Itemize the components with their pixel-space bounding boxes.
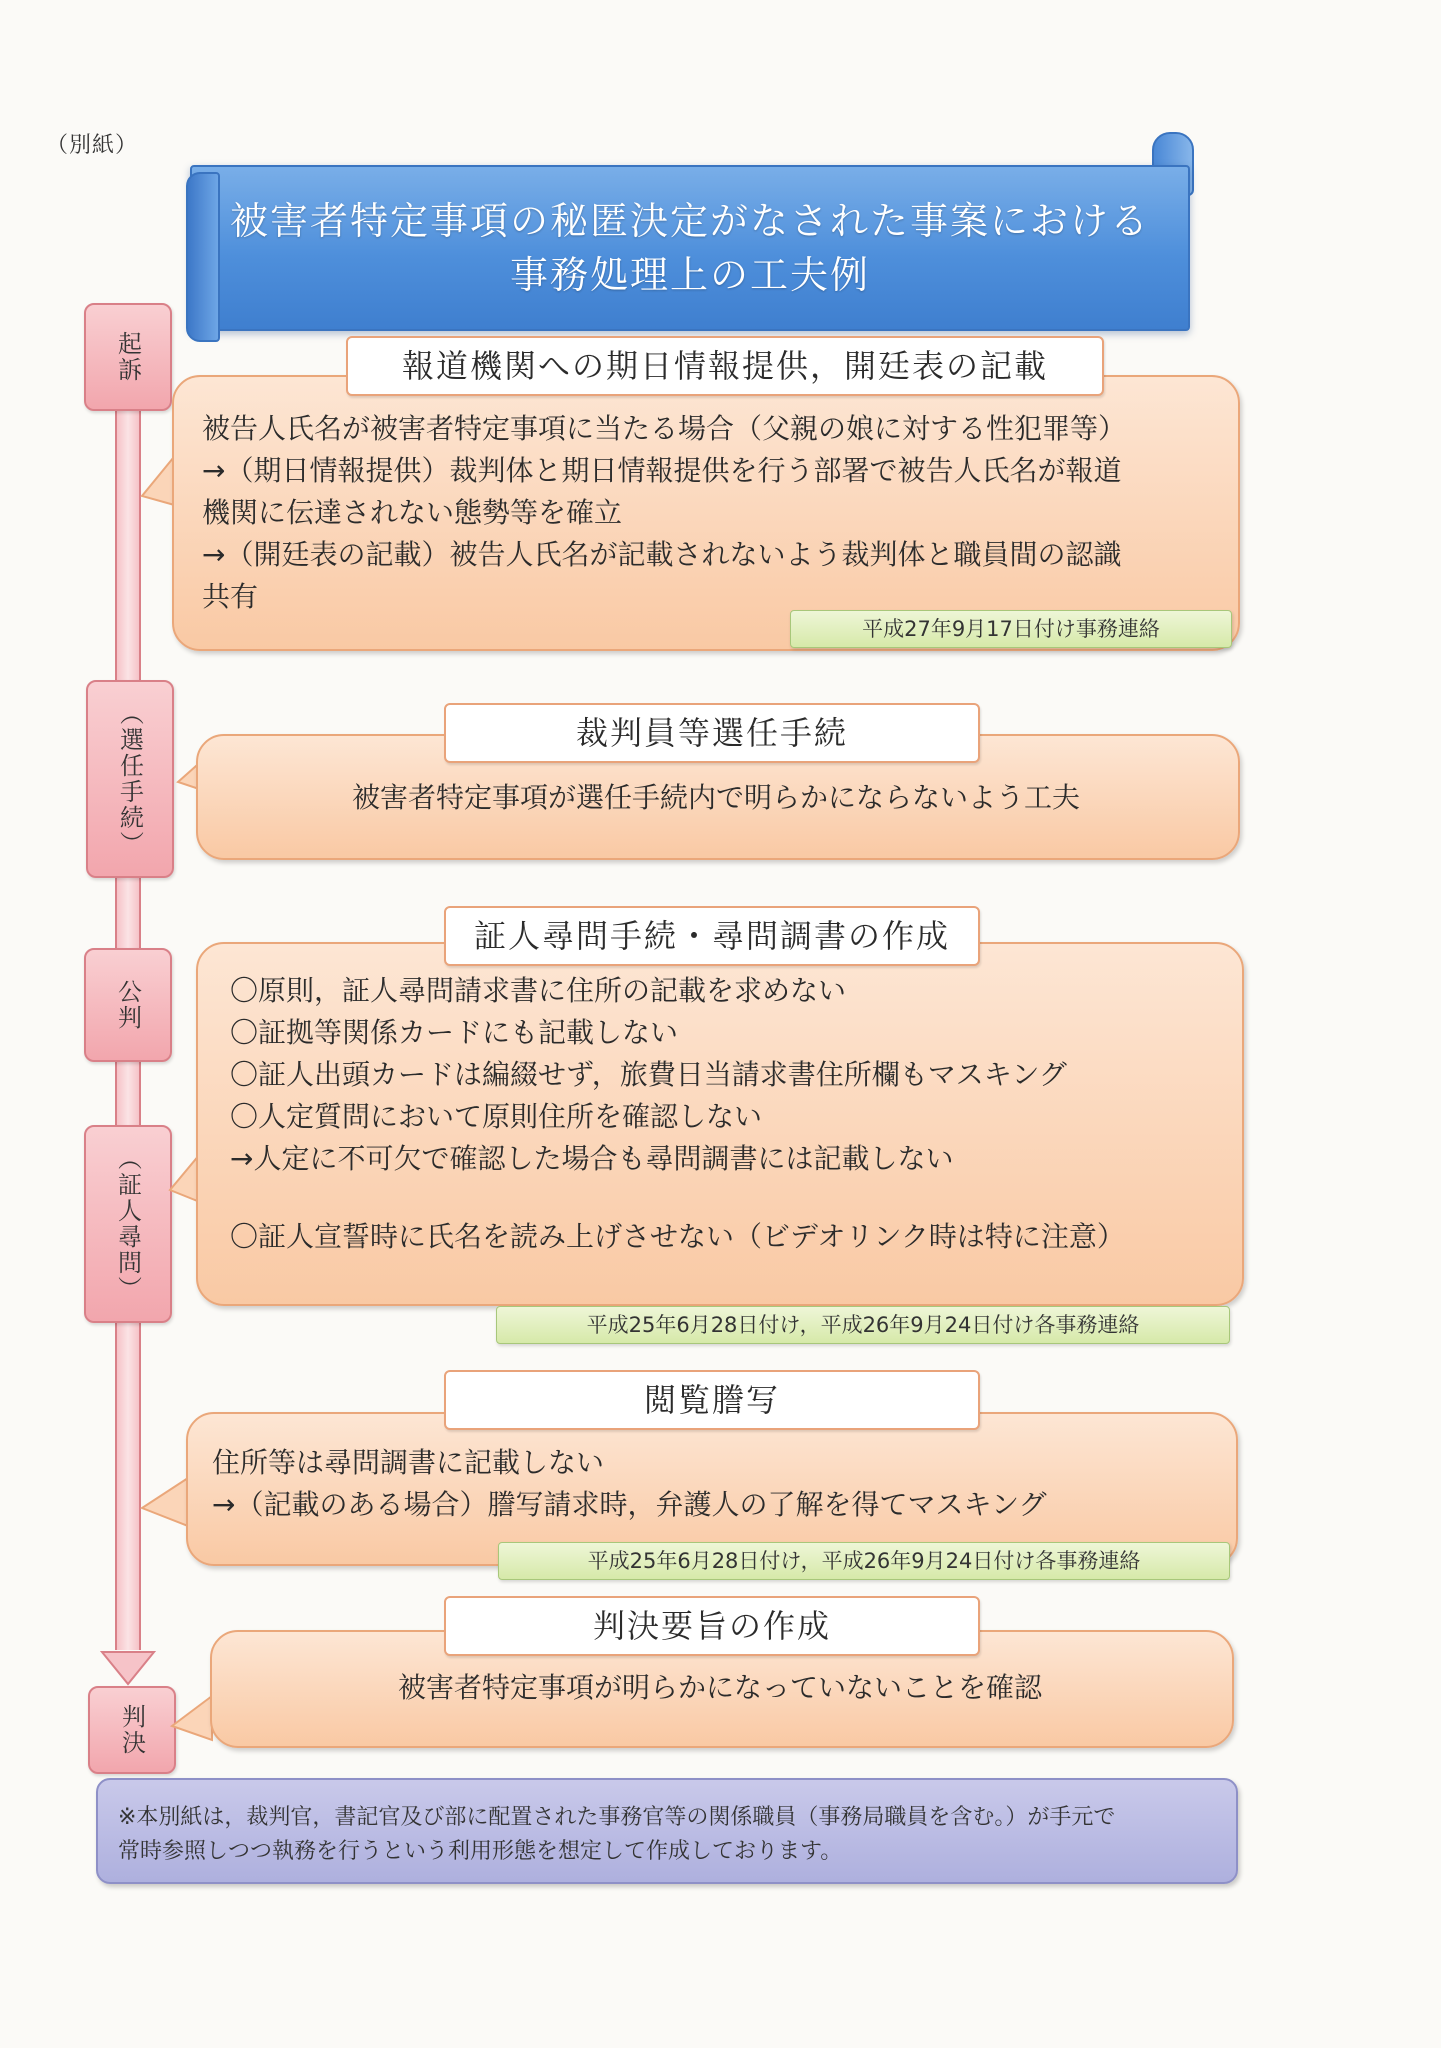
section-3-line-3: 〇証人出頭カードは編綴せず，旅費日当請求書住所欄もマスキング (230, 1058, 1067, 1091)
section-3-line-2: 〇証拠等関係カードにも記載しない (230, 1016, 679, 1049)
section-3-title: 証人尋問手続・尋問調書の作成 (444, 906, 980, 966)
section-1-line-2: →（期日情報提供）裁判体と期日情報提供を行う部署で被告人氏名が報道 (202, 454, 1122, 487)
stage-hanketsu-label: 判決 (117, 1704, 146, 1756)
section-5-title: 判決要旨の作成 (444, 1596, 980, 1656)
bubble-tail-5 (170, 1694, 214, 1744)
footnote-line-1: ※本別紙は，裁判官，書記官及び部に配置された事務官等の関係職員（事務局職員を含む。）が手元で (118, 1805, 1116, 1830)
section-1-reference: 平成27年9月17日付け事務連絡 (790, 610, 1232, 648)
section-3-line-5: →人定に不可欠で確認した場合も尋問調書には記載しない (230, 1142, 954, 1175)
section-1-line-3: 機関に伝達されない態勢等を確立 (202, 496, 623, 529)
section-4-line-2: →（記載のある場合）謄写請求時，弁護人の了解を得てマスキング (212, 1488, 1047, 1521)
section-3-reference: 平成25年6月28日付け，平成26年9月24日付け各事務連絡 (496, 1306, 1230, 1344)
section-1-line-1: 被告人氏名が被害者特定事項に当たる場合（父親の娘に対する性犯罪等） (202, 412, 1127, 445)
section-1-line-5: 共有 (202, 580, 259, 613)
stage-hanketsu (88, 1686, 176, 1774)
section-5-text: 被害者特定事項が明らかになっていないことを確認 (397, 1671, 1042, 1704)
bubble-tail-4 (140, 1476, 190, 1532)
stage-kiso (84, 303, 172, 411)
stage-kohan-label: 公判 (113, 979, 142, 1031)
timeline-arrowhead (100, 1650, 156, 1686)
section-2-text: 被害者特定事項が選任手続内で明らかにならないよう工夫 (351, 781, 1080, 814)
footnote-box (96, 1778, 1238, 1884)
banner-title-line1: 被害者特定事項の秘匿決定がなされた事案における (229, 199, 1150, 243)
section-1-line-4: →（開廷表の記載）被告人氏名が記載されないよう裁判体と職員間の認識 (202, 538, 1122, 571)
section-3-line-6: 〇証人宣誓時に氏名を読み上げさせない（ビデオリンク時は特に注意） (230, 1220, 1125, 1253)
section-3-line-1: 〇原則，証人尋問請求書に住所の記載を求めない (230, 974, 847, 1007)
stage-shonin (84, 1125, 172, 1323)
section-4-reference: 平成25年6月28日付け，平成26年9月24日付け各事務連絡 (498, 1542, 1230, 1580)
footnote-line-2: 常時参照しつつ執務を行うという利用形態を想定して作成しております。 (118, 1839, 843, 1864)
banner-title-line2: 事務処理上の工夫例 (509, 253, 870, 297)
stage-kiso-label: 起訴 (113, 331, 142, 383)
stage-senin-label: （選任手続） (115, 701, 144, 857)
stage-shonin-label: （証人尋問） (113, 1146, 142, 1302)
annex-label: （別紙） (46, 133, 139, 158)
section-1-title: 報道機関への期日情報提供，開廷表の記載 (346, 336, 1104, 396)
section-4-title: 閲覧謄写 (444, 1370, 980, 1430)
section-3-line-4: 〇人定質問において原則住所を確認しない (230, 1100, 763, 1133)
section-2-title: 裁判員等選任手続 (444, 703, 980, 763)
section-4-line-1: 住所等は尋問調書に記載しない (212, 1446, 605, 1479)
stage-kohan (84, 948, 172, 1062)
stage-senin (86, 680, 174, 878)
